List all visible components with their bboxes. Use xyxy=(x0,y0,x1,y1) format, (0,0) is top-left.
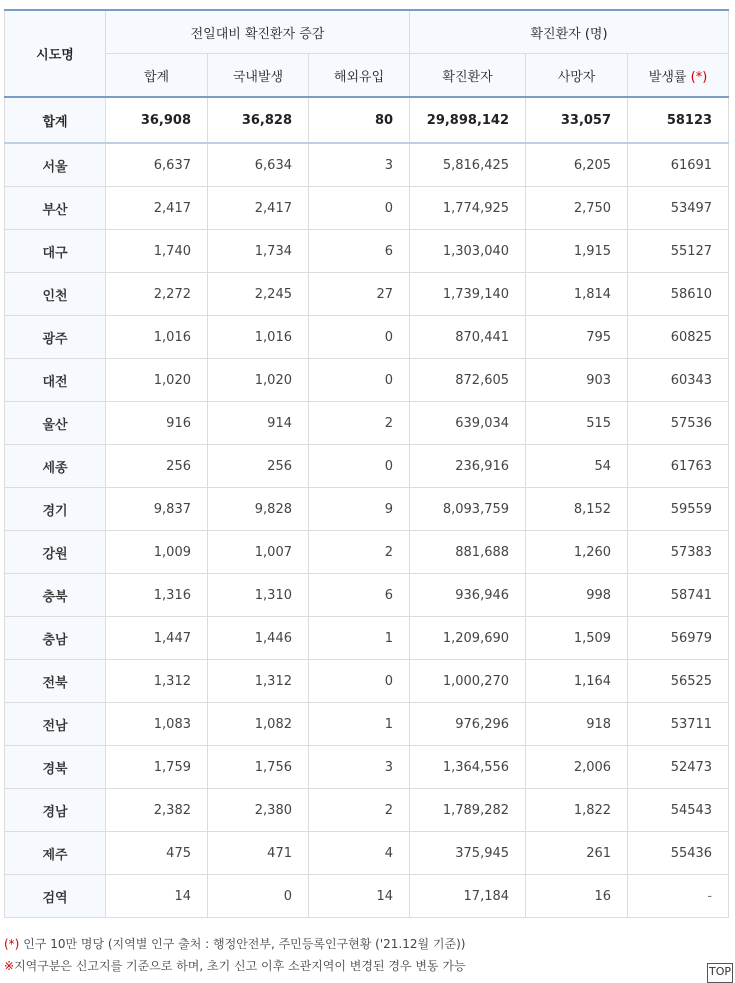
header-col-confirmed: 확진환자 xyxy=(410,54,526,98)
cell-overseas: 0 xyxy=(309,187,410,230)
cell-deaths: 1,164 xyxy=(526,660,628,703)
cell-deaths: 6,205 xyxy=(526,143,628,187)
cell-domestic: 1,020 xyxy=(208,359,309,402)
cell-rate: 52473 xyxy=(628,746,729,789)
cell-overseas: 4 xyxy=(309,832,410,875)
header-col-total: 합계 xyxy=(106,54,208,98)
cell-deaths: 918 xyxy=(526,703,628,746)
footnote-region-text: 지역구분은 신고지를 기준으로 하며, 초기 신고 이후 소관지역이 변경된 경우 변동 가능 xyxy=(14,959,466,973)
cell-rate: 53497 xyxy=(628,187,729,230)
cell-deaths: 1,822 xyxy=(526,789,628,832)
cell-rate: - xyxy=(628,875,729,918)
footnotes xyxy=(4,933,466,977)
cell-domestic: 256 xyxy=(208,445,309,488)
cell-confirmed: 1,303,040 xyxy=(410,230,526,273)
cell-domestic: 0 xyxy=(208,875,309,918)
cell-rate: 55127 xyxy=(628,230,729,273)
cell-confirmed: 1,364,556 xyxy=(410,746,526,789)
cell-rate: 59559 xyxy=(628,488,729,531)
cell-total: 9,837 xyxy=(106,488,208,531)
cell-domestic: 914 xyxy=(208,402,309,445)
cell-total: 2,272 xyxy=(106,273,208,316)
table-row xyxy=(5,875,729,918)
cell-deaths: 998 xyxy=(526,574,628,617)
cell-deaths: 795 xyxy=(526,316,628,359)
cell-confirmed: 5,816,425 xyxy=(410,143,526,187)
cell-total: 256 xyxy=(106,445,208,488)
region-name: 광주 xyxy=(5,316,106,359)
rate-label: 발생률 xyxy=(648,69,687,85)
cell-domestic: 9,828 xyxy=(208,488,309,531)
header-col-rate xyxy=(628,54,729,98)
region-name: 울산 xyxy=(5,402,106,445)
cell-confirmed: 1,789,282 xyxy=(410,789,526,832)
table-row xyxy=(5,789,729,832)
region-name: 충남 xyxy=(5,617,106,660)
cell-confirmed: 375,945 xyxy=(410,832,526,875)
cell-total: 1,020 xyxy=(106,359,208,402)
cell-rate: 61691 xyxy=(628,143,729,187)
cell-domestic: 2,417 xyxy=(208,187,309,230)
cell-domestic: 1,016 xyxy=(208,316,309,359)
cell-total: 1,447 xyxy=(106,617,208,660)
table-row xyxy=(5,703,729,746)
cell-rate: 56979 xyxy=(628,617,729,660)
footnote-mark: (*) xyxy=(4,937,20,951)
table-row xyxy=(5,402,729,445)
cell-overseas: 80 xyxy=(309,97,410,143)
table-row xyxy=(5,531,729,574)
cell-rate: 54543 xyxy=(628,789,729,832)
cell-confirmed: 870,441 xyxy=(410,316,526,359)
region-name: 대전 xyxy=(5,359,106,402)
header-confirmed-group: 확진환자 (명) xyxy=(410,10,729,54)
covid-regional-table xyxy=(4,9,729,918)
cell-overseas: 2 xyxy=(309,789,410,832)
cell-confirmed: 936,946 xyxy=(410,574,526,617)
region-name: 제주 xyxy=(5,832,106,875)
cell-confirmed: 976,296 xyxy=(410,703,526,746)
cell-total: 1,740 xyxy=(106,230,208,273)
cell-overseas: 0 xyxy=(309,445,410,488)
header-col-overseas: 해외유입 xyxy=(309,54,410,98)
cell-total: 2,382 xyxy=(106,789,208,832)
cell-overseas: 0 xyxy=(309,660,410,703)
table-row xyxy=(5,445,729,488)
region-name: 세종 xyxy=(5,445,106,488)
region-name: 경남 xyxy=(5,789,106,832)
region-name: 부산 xyxy=(5,187,106,230)
cell-confirmed: 872,605 xyxy=(410,359,526,402)
cell-domestic: 471 xyxy=(208,832,309,875)
table-row xyxy=(5,316,729,359)
region-name: 서울 xyxy=(5,143,106,187)
cell-confirmed: 236,916 xyxy=(410,445,526,488)
cell-rate: 60343 xyxy=(628,359,729,402)
header-region: 시도명 xyxy=(5,10,106,97)
region-name: 인천 xyxy=(5,273,106,316)
table-row xyxy=(5,574,729,617)
cell-domestic: 1,446 xyxy=(208,617,309,660)
cell-domestic: 1,756 xyxy=(208,746,309,789)
cell-rate: 61763 xyxy=(628,445,729,488)
cell-confirmed: 639,034 xyxy=(410,402,526,445)
cell-deaths: 515 xyxy=(526,402,628,445)
region-name: 대구 xyxy=(5,230,106,273)
table-row xyxy=(5,832,729,875)
scroll-top-button[interactable]: TOP xyxy=(707,963,733,983)
cell-domestic: 1,312 xyxy=(208,660,309,703)
header-daily-change: 전일대비 확진환자 증감 xyxy=(106,10,410,54)
cell-total: 475 xyxy=(106,832,208,875)
cell-deaths: 903 xyxy=(526,359,628,402)
cell-total: 1,759 xyxy=(106,746,208,789)
cell-deaths: 2,750 xyxy=(526,187,628,230)
cell-deaths: 1,260 xyxy=(526,531,628,574)
cell-overseas: 0 xyxy=(309,316,410,359)
cell-domestic: 6,634 xyxy=(208,143,309,187)
cell-total: 1,316 xyxy=(106,574,208,617)
cell-rate: 53711 xyxy=(628,703,729,746)
cell-overseas: 6 xyxy=(309,230,410,273)
cell-confirmed: 1,739,140 xyxy=(410,273,526,316)
cell-deaths: 8,152 xyxy=(526,488,628,531)
header-col-domestic: 국내발생 xyxy=(208,54,309,98)
cell-confirmed: 1,774,925 xyxy=(410,187,526,230)
cell-total: 1,009 xyxy=(106,531,208,574)
region-name: 합계 xyxy=(5,97,106,143)
cell-rate: 56525 xyxy=(628,660,729,703)
cell-confirmed: 29,898,142 xyxy=(410,97,526,143)
table-row xyxy=(5,143,729,187)
cell-domestic: 1,007 xyxy=(208,531,309,574)
cell-total: 2,417 xyxy=(106,187,208,230)
cell-rate: 57536 xyxy=(628,402,729,445)
cell-total: 1,016 xyxy=(106,316,208,359)
rate-mark: (*) xyxy=(690,69,708,85)
cell-rate: 55436 xyxy=(628,832,729,875)
table-row xyxy=(5,746,729,789)
cell-total: 14 xyxy=(106,875,208,918)
cell-domestic: 1,082 xyxy=(208,703,309,746)
region-name: 경북 xyxy=(5,746,106,789)
cell-overseas: 1 xyxy=(309,703,410,746)
region-name: 경기 xyxy=(5,488,106,531)
cell-deaths: 16 xyxy=(526,875,628,918)
cell-confirmed: 881,688 xyxy=(410,531,526,574)
cell-total: 916 xyxy=(106,402,208,445)
table-row xyxy=(5,617,729,660)
cell-overseas: 2 xyxy=(309,531,410,574)
footnote-ref-mark: ※ xyxy=(4,959,15,973)
table-row xyxy=(5,660,729,703)
cell-overseas: 2 xyxy=(309,402,410,445)
cell-deaths: 1,915 xyxy=(526,230,628,273)
table-body xyxy=(5,97,729,918)
region-name: 충북 xyxy=(5,574,106,617)
table-row xyxy=(5,488,729,531)
cell-confirmed: 8,093,759 xyxy=(410,488,526,531)
cell-rate: 57383 xyxy=(628,531,729,574)
table-row xyxy=(5,230,729,273)
cell-rate: 58610 xyxy=(628,273,729,316)
cell-domestic: 2,380 xyxy=(208,789,309,832)
cell-confirmed: 1,000,270 xyxy=(410,660,526,703)
total-row xyxy=(5,97,729,143)
footnote-region xyxy=(4,955,466,977)
cell-domestic: 1,734 xyxy=(208,230,309,273)
cell-rate: 58741 xyxy=(628,574,729,617)
cell-rate: 58123 xyxy=(628,97,729,143)
cell-deaths: 1,814 xyxy=(526,273,628,316)
cell-total: 1,312 xyxy=(106,660,208,703)
region-name: 검역 xyxy=(5,875,106,918)
cell-overseas: 6 xyxy=(309,574,410,617)
footnote-text: 인구 10만 명당 (지역별 인구 출처 : 행정안전부, 주민등록인구현황 ('21.12월 기준)) xyxy=(23,937,466,951)
cell-overseas: 27 xyxy=(309,273,410,316)
header-col-deaths: 사망자 xyxy=(526,54,628,98)
cell-deaths: 54 xyxy=(526,445,628,488)
cell-total: 36,908 xyxy=(106,97,208,143)
cell-overseas: 3 xyxy=(309,143,410,187)
region-name: 전남 xyxy=(5,703,106,746)
cell-deaths: 1,509 xyxy=(526,617,628,660)
region-name: 전북 xyxy=(5,660,106,703)
cell-confirmed: 17,184 xyxy=(410,875,526,918)
cell-rate: 60825 xyxy=(628,316,729,359)
cell-total: 6,637 xyxy=(106,143,208,187)
cell-domestic: 36,828 xyxy=(208,97,309,143)
cell-overseas: 1 xyxy=(309,617,410,660)
table-row xyxy=(5,359,729,402)
cell-deaths: 2,006 xyxy=(526,746,628,789)
cell-total: 1,083 xyxy=(106,703,208,746)
region-name: 강원 xyxy=(5,531,106,574)
cell-domestic: 1,310 xyxy=(208,574,309,617)
cell-overseas: 0 xyxy=(309,359,410,402)
cell-domestic: 2,245 xyxy=(208,273,309,316)
table-row xyxy=(5,187,729,230)
footnote-rate xyxy=(4,933,466,955)
table-row xyxy=(5,273,729,316)
cell-deaths: 261 xyxy=(526,832,628,875)
cell-overseas: 3 xyxy=(309,746,410,789)
cell-overseas: 9 xyxy=(309,488,410,531)
cell-deaths: 33,057 xyxy=(526,97,628,143)
cell-overseas: 14 xyxy=(309,875,410,918)
cell-confirmed: 1,209,690 xyxy=(410,617,526,660)
